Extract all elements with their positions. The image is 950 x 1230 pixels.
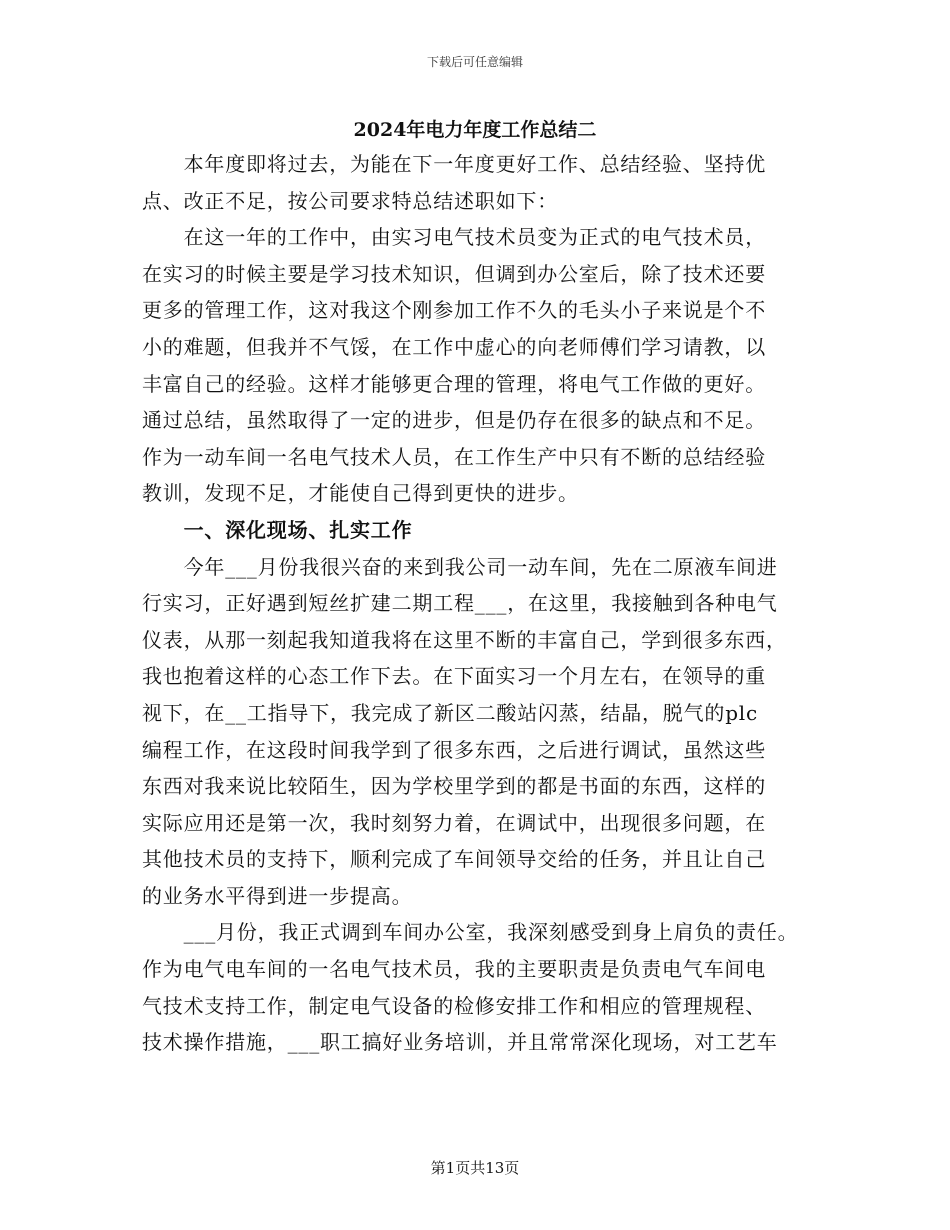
paragraph-line: 本年度即将过去，为能在下一年度更好工作、总结经验、坚持优	[142, 152, 766, 176]
paragraph-line: 其他技术员的支持下，顺利完成了车间领导交给的任务，并且让自己	[142, 847, 766, 872]
paragraph-line: 东西对我来说比较陌生，因为学校里学到的都是书面的东西，这样的	[142, 774, 766, 799]
document-body	[142, 146, 832, 1061]
page-header: 下载后可任意编辑	[426, 55, 523, 69]
paragraph-line: 在这一年的工作中，由实习电气技术员变为正式的电气技术员，	[142, 225, 766, 250]
paragraph-line: 作为一动车间一名电气技术人员，在工作生产中只有不断的总结经验	[142, 444, 766, 469]
page-number: 第1页共13页	[430, 1159, 520, 1177]
paragraph-line: 视下，在__工指导下，我完成了新区二酸站闪蒸，结晶，脱气的plc	[142, 700, 758, 725]
paragraph-line: 小的难题，但我并不气馁，在工作中虚心的向老师傅们学习请教，以	[142, 334, 766, 359]
paragraph-line: 在实习的时候主要是学习技术知识，但调到办公室后，除了技术还要	[142, 261, 766, 286]
paragraph-line: ___月份，我正式调到车间办公室，我深刻感受到身上肩负的责任。	[142, 920, 799, 945]
paragraph-line: 行实习，正好遇到短丝扩建二期工程___，在这里，我接触到各种电气	[142, 591, 778, 616]
paragraph-line: 点、改正不足，按公司要求特总结述职如下：	[142, 188, 558, 213]
paragraph-line: 实际应用还是第一次，我时刻努力着，在调试中，出现很多问题，在	[142, 810, 766, 835]
paragraph-line: 气技术支持工作，制定电气设备的检修安排工作和相应的管理规程、	[142, 993, 766, 1018]
paragraph-line: 作为电气电车间的一名电气技术员，我的主要职责是负责电气车间电	[142, 957, 766, 982]
paragraph-line: 我也抱着这样的心态工作下去。在下面实习一个月左右，在领导的重	[142, 664, 766, 689]
paragraph-line: 丰富自己的经验。这样才能够更合理的管理，将电气工作做的更好。	[142, 371, 766, 396]
paragraph-line: 通过总结，虽然取得了一定的进步，但是仍存在很多的缺点和不足。	[142, 408, 766, 433]
paragraph-line: 更多的管理工作，这对我这个刚参加工作不久的毛头小子来说是个不	[142, 298, 766, 323]
paragraph-line: 编程工作，在这段时间我学到了很多东西，之后进行调试，虽然这些	[142, 737, 766, 762]
paragraph-line: 的业务水平得到进一步提高。	[142, 883, 413, 908]
paragraph-line: 仪表，从那一刻起我知道我将在这里不断的丰富自己，学到很多东西，	[142, 627, 787, 652]
paragraph-line: 今年___月份我很兴奋的来到我公司一动车间，先在二原液车间进	[142, 554, 778, 579]
paragraph-line: 教训，发现不足，才能使自己得到更快的进步。	[142, 481, 579, 506]
paragraph-line: 技术操作措施，___职工搞好业务培训，并且常常深化现场，对工艺车	[142, 1030, 778, 1055]
document-title: 2024年电力年度工作总结二	[353, 119, 597, 141]
section-heading: 一、深化现场、扎实工作	[142, 517, 413, 542]
